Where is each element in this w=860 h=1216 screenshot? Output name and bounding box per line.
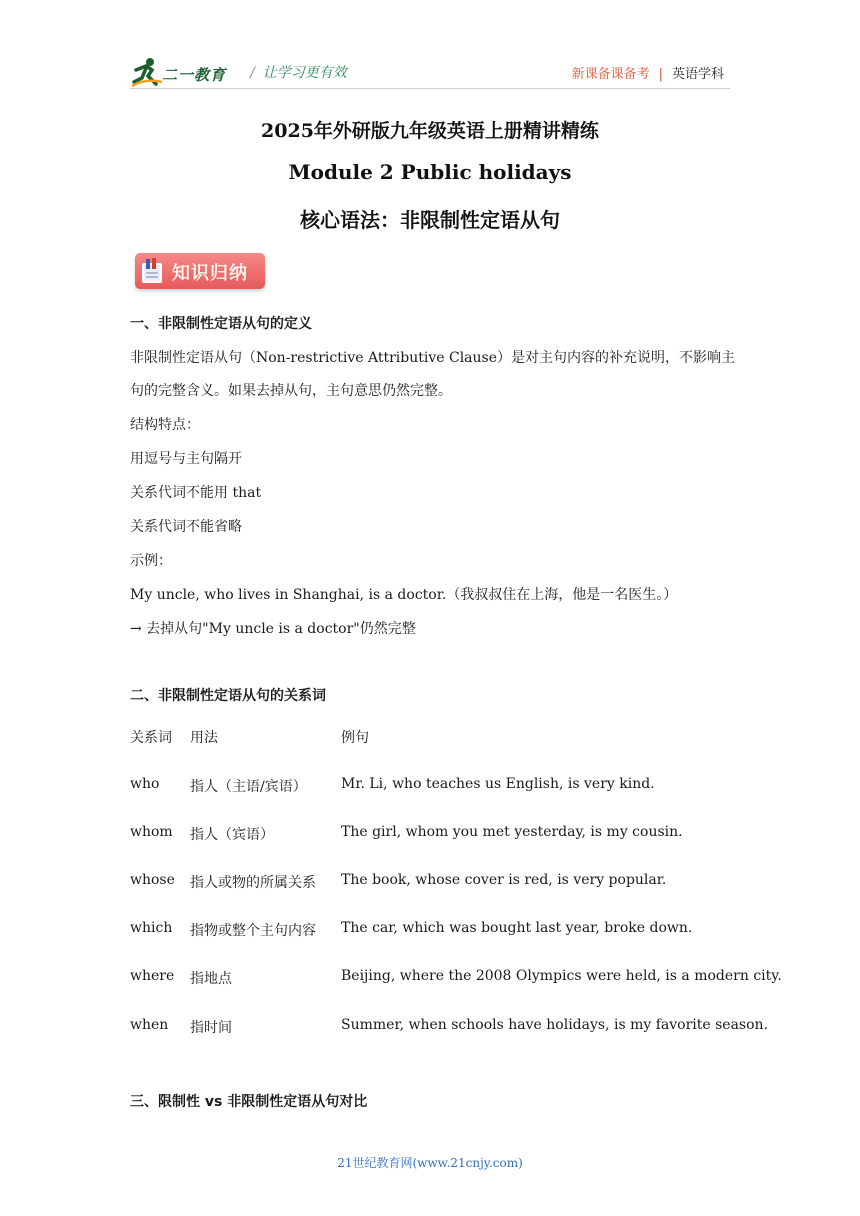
knowledge-summary-badge <box>135 253 265 289</box>
module-title: Module 2 Public holidays <box>288 160 572 184</box>
features-label: 结构特点： <box>130 417 200 433</box>
column-header: 关系词 <box>130 730 172 746</box>
footer-link[interactable]: 21世纪教育网(www.21cnjy.com) <box>337 1156 523 1170</box>
usage: 指时间 <box>190 1020 232 1036</box>
feature-item: 关系代词不能省略 <box>130 519 242 535</box>
example-note: → 去掉从句"My uncle is a doctor"仍然完整 <box>130 621 416 637</box>
topic-title: 核心语法：非限制性定语从句 <box>300 208 560 232</box>
main-title: 2025年外研版九年级英语上册精讲精练 <box>261 120 599 142</box>
definition-line-2: 句的完整含义。如果去掉从句，主句意思仍然完整。 <box>130 383 452 399</box>
course-tag: 新课备课备考 <box>571 67 650 82</box>
subject-tag: 英语学科 <box>671 67 724 82</box>
example: Summer, when schools have holidays, is my favorite season. <box>341 1017 769 1033</box>
column-header: 用法 <box>190 730 218 746</box>
section2-heading: 二、非限制性定语从句的关系词 <box>130 688 326 704</box>
feature-item: 关系代词不能用 that <box>130 485 262 501</box>
badge-label: 知识归纳 <box>172 263 248 284</box>
usage: 指人或物的所属关系 <box>190 875 316 891</box>
relative-word: whose <box>130 872 175 888</box>
example: The girl, whom you met yesterday, is my cousin. <box>341 824 683 840</box>
relative-word: where <box>130 968 175 984</box>
relative-word: which <box>130 920 173 936</box>
header-divider <box>130 88 730 89</box>
relative-word: when <box>130 1017 169 1033</box>
runner-icon <box>130 56 164 88</box>
usage: 指人（宾语） <box>190 827 274 843</box>
example: Beijing, where the 2008 Olympics were held, is a modern city. <box>341 968 782 984</box>
slogan-text: 让学习更有效 <box>262 65 347 81</box>
feature-item: 用逗号与主句隔开 <box>130 451 242 467</box>
section1-heading: 一、非限制性定语从句的定义 <box>130 316 312 332</box>
example-label: 示例： <box>130 553 172 569</box>
definition-line-1: 非限制性定语从句（Non-restrictive Attributive Clause）是对主句内容的补充说明，不影响主 <box>130 350 736 366</box>
slogan: / 让学习更有效 <box>250 65 347 81</box>
section3-heading: 三、限制性 vs 非限制性定语从句对比 <box>130 1094 368 1110</box>
usage: 指地点 <box>190 971 232 987</box>
logo-text: 二一教育 <box>162 66 227 84</box>
relative-word: who <box>130 776 160 792</box>
usage: 指人（主语/宾语） <box>190 779 307 795</box>
header-tags: 新课备课备考 | 英语学科 <box>571 67 724 82</box>
relative-word: whom <box>130 824 173 840</box>
column-header: 例句 <box>341 730 369 746</box>
example: Mr. Li, who teaches us English, is very kind. <box>341 776 655 792</box>
example-sentence: My uncle, who lives in Shanghai, is a doctor.（我叔叔住在上海，他是一名医生。） <box>130 587 678 603</box>
brand-logo <box>130 56 240 88</box>
usage: 指物或整个主句内容 <box>190 923 316 939</box>
example: The book, whose cover is red, is very popular. <box>341 872 667 888</box>
book-icon <box>140 257 164 285</box>
example: The car, which was bought last year, broke down. <box>341 920 693 936</box>
